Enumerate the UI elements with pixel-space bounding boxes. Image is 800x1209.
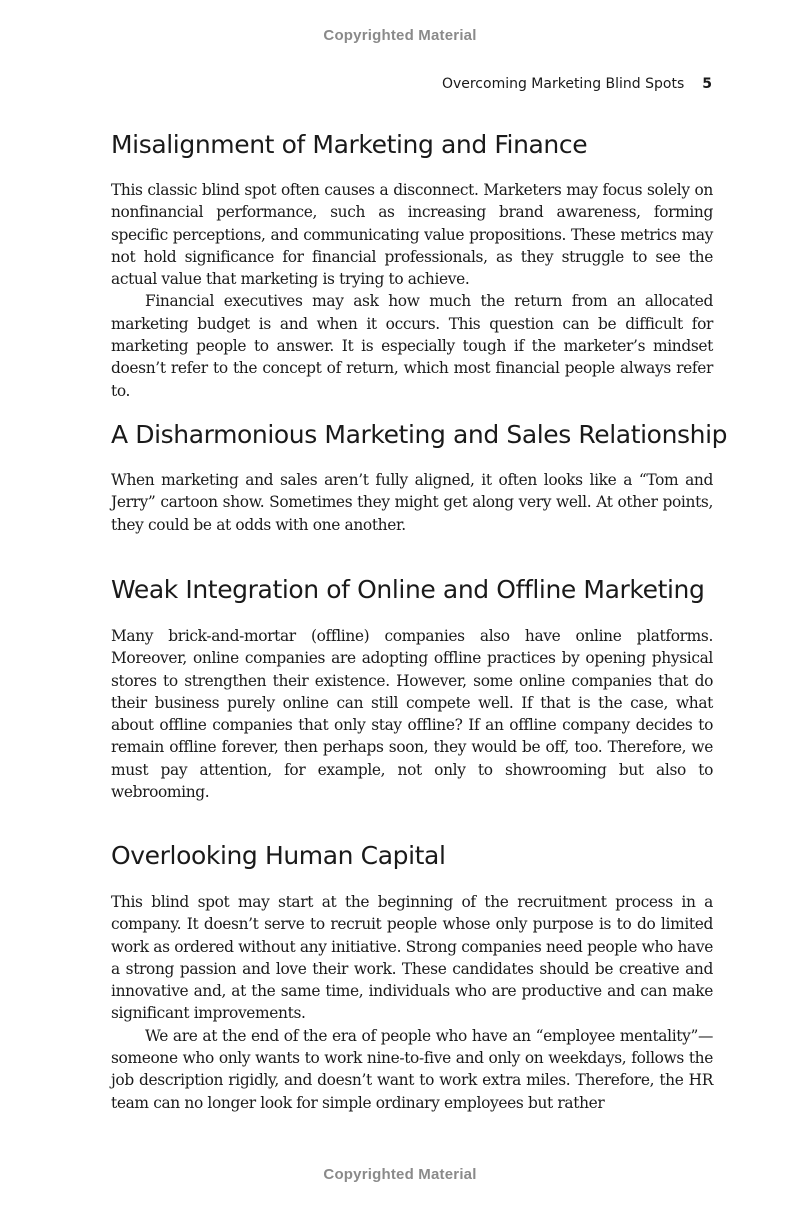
- paragraph: This classic blind spot often causes a disconnect. Marketers may focus solely on nonfinancial performance, such as increasing brand awareness, forming specific perceptions, and communicating value propositions. These metrics may not hold significance for financial professionals, as they struggle to see the actual value that marketing is trying to achieve.: [111, 181, 713, 289]
- section-heading-finance: Misalignment of Marketing and Finance: [111, 130, 588, 159]
- running-head: [442, 76, 712, 92]
- paragraph: This blind spot may start at the beginning of the recruitment process in a company. It doesn’t serve to recruit people whose only purpose is to do limited work as ordered without any initiative. Strong companies need people who have a strong passion and love their work. These candidates should be creative and innovative and, at the same time, individuals who are productive and can make significant improvements.: [111, 893, 713, 1023]
- paragraph: Financial executives may ask how much the return from an allocated marketing budget is and when it occurs. This question can be difficult for marketing people to answer. It is especially tough if the marketer’s mindset doesn’t refer to the concept of return, which most financial people always refer to.: [111, 292, 713, 400]
- section-heading-online-offline: Weak Integration of Online and Offline Marketing: [111, 575, 705, 604]
- running-head-title: Overcoming Marketing Blind Spots: [441, 76, 685, 92]
- copyright-watermark-bottom: Copyrighted Material: [323, 1166, 477, 1183]
- paragraph: Many brick-and-mortar (offline) companies also have online platforms. Moreover, online companies are adopting offline practices by opening physical stores to strengthen their existence. However, some online companies that do their business purely online can still compete well. If that is the case, what about offline companies that only stay offline? If an offline company decides to remain offline forever, then perhaps soon, they would be off, too. Therefore, we must pay attention, for example, not only to showrooming but also to webrooming.: [111, 627, 713, 802]
- section-heading-human-capital: Overlooking Human Capital: [111, 841, 446, 870]
- section-body-online-offline: [111, 625, 713, 803]
- section-heading-sales: A Disharmonious Marketing and Sales Relationship: [111, 420, 728, 449]
- section-body-finance: [111, 179, 713, 402]
- copyright-watermark-top: Copyrighted Material: [323, 27, 477, 44]
- page-number: 5: [702, 76, 712, 92]
- section-body-human-capital: [111, 891, 713, 1114]
- section-body-sales: [111, 469, 713, 536]
- paragraph: We are at the end of the era of people who have an “employee mentality”—someone who only wants to work nine-to-five and only on weekdays, follows the job description rigidly, and doesn’t want to work extra miles. Therefore, the HR team can no longer look for simple ordinary employees but rather: [111, 1026, 713, 1112]
- paragraph: When marketing and sales aren’t fully aligned, it often looks like a “Tom and Jerry” cartoon show. Sometimes they might get along very well. At other points, they could be at odds with one another.: [111, 471, 713, 534]
